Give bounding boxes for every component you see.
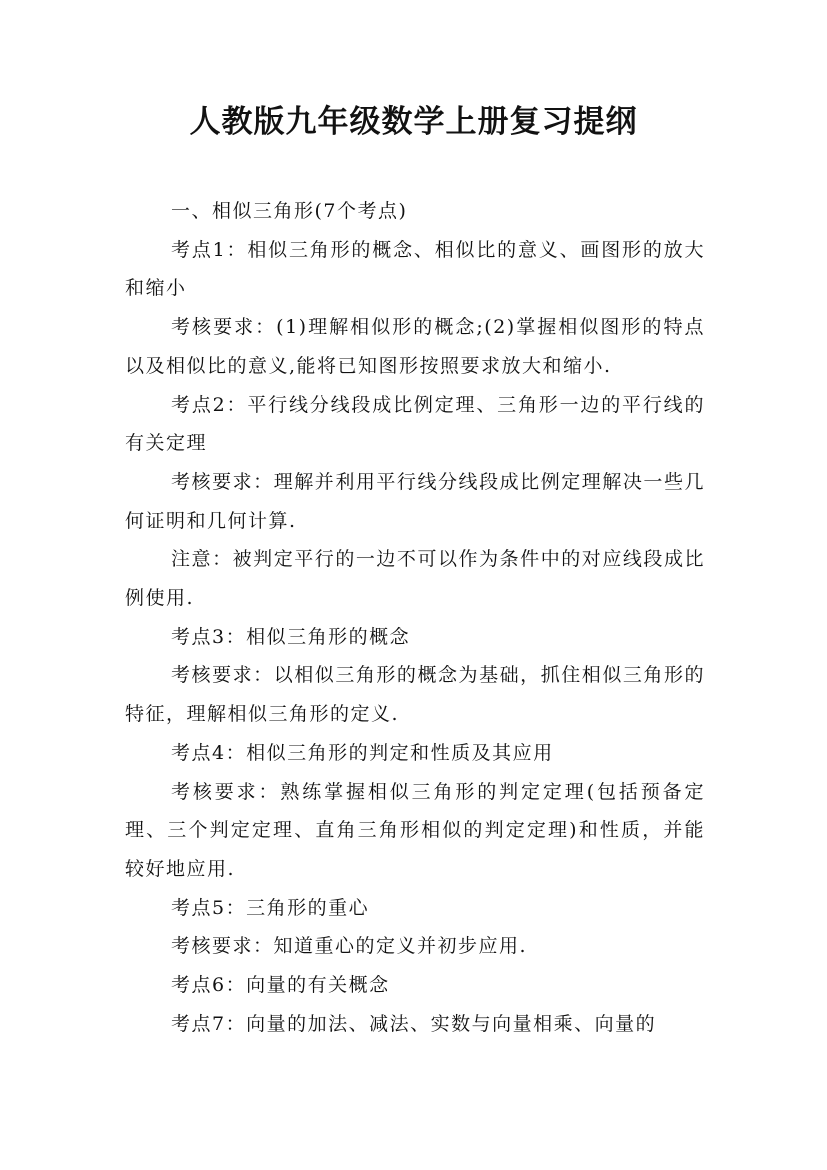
document-title: 人教版九年级数学上册复习提纲 [189,104,638,140]
requirement-4: 考核要求：熟练掌握相似三角形的判定定理(包括预备定理、三个判定定理、直角三角形相似的判定定理)和性质，并能较好地应用. [125,780,705,880]
requirement-2: 考核要求：理解并利用平行线分线段成比例定理解决一些几何证明和几何计算. [125,470,705,532]
document-body [125,192,705,1043]
requirement-5: 考核要求：知道重心的定义并初步应用. [171,935,528,958]
section-heading: 一、相似三角形(7个考点) [171,200,408,222]
exam-point-5: 考点5：三角形的重心 [171,896,370,919]
exam-point-3: 考点3：相似三角形的概念 [171,625,411,648]
exam-point-1: 考点1：相似三角形的概念、相似比的意义、画图形的放大和缩小 [125,238,705,300]
exam-point-4: 考点4：相似三角形的判定和性质及其应用 [171,741,554,764]
exam-point-7: 考点7：向量的加法、减法、实数与向量相乘、向量的 [171,1012,657,1035]
note-2: 注意：被判定平行的一边不可以作为条件中的对应线段成比例使用. [125,548,705,610]
requirement-1: 考核要求：(1)理解相似形的概念;(2)掌握相似图形的特点以及相似比的意义,能将已知图形按照要求放大和缩小. [125,316,705,377]
requirement-3: 考核要求：以相似三角形的概念为基础，抓住相似三角形的特征，理解相似三角形的定义. [125,664,705,726]
exam-point-6: 考点6：向量的有关概念 [171,974,390,997]
exam-point-2: 考点2：平行线分线段成比例定理、三角形一边的平行线的有关定理 [125,393,705,455]
